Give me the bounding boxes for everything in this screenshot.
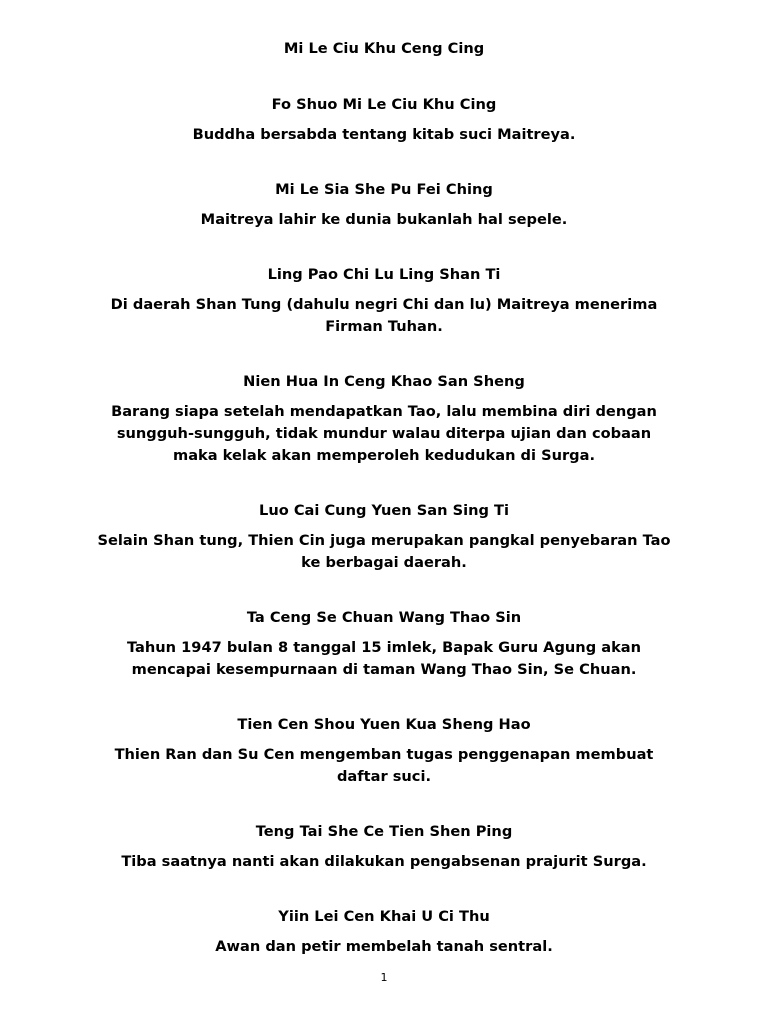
document-title: Mi Le Ciu Khu Ceng Cing <box>283 40 485 57</box>
verse-3-translation: Di daerah Shan Tung (dahulu negri Chi dan lu) Maitreya menerima Firman Tuhan. <box>110 296 658 335</box>
verse-2-mandarin: Mi Le Sia She Pu Fei Ching <box>275 181 493 198</box>
verse-5-mandarin: Luo Cai Cung Yuen San Sing Ti <box>259 502 509 519</box>
verse-9-mandarin: Yiin Lei Cen Khai U Ci Thu <box>278 908 490 925</box>
verse-3-mandarin: Ling Pao Chi Lu Ling Shan Ti <box>267 266 501 283</box>
verse-1-translation: Buddha bersabda tentang kitab suci Maitreya. <box>192 126 576 143</box>
page-number: 1 <box>380 971 388 984</box>
verse-8-translation: Tiba saatnya nanti akan dilakukan pengabsenan prajurit Surga. <box>121 853 647 870</box>
verse-6-translation: Tahun 1947 bulan 8 tanggal 15 imlek, Bapak Guru Agung akan mencapai kesempurnaan di taman Wang Thao Sin, Se Chuan. <box>126 639 642 678</box>
verse-5-translation: Selain Shan tung, Thien Cin juga merupakan pangkal penyebaran Tao ke berbagai daerah. <box>97 532 671 571</box>
verse-1-mandarin: Fo Shuo Mi Le Ciu Khu Cing <box>271 96 497 113</box>
verse-7-mandarin: Tien Cen Shou Yuen Kua Sheng Hao <box>237 716 531 733</box>
verse-6-mandarin: Ta Ceng Se Chuan Wang Thao Sin <box>246 609 522 626</box>
verse-4-translation: Barang siapa setelah mendapatkan Tao, lalu membina diri dengan sungguh-sungguh, tidak mundur walau diterpa ujian dan cobaan maka kelak akan memperoleh kedudukan di Surga. <box>111 403 657 464</box>
verse-2-translation: Maitreya lahir ke dunia bukanlah hal sepele. <box>200 211 568 228</box>
verse-7-translation: Thien Ran dan Su Cen mengemban tugas penggenapan membuat daftar suci. <box>114 746 654 785</box>
verse-4-mandarin: Nien Hua In Ceng Khao San Sheng <box>243 373 525 390</box>
verse-9-translation: Awan dan petir membelah tanah sentral. <box>215 938 553 955</box>
verse-8-mandarin: Teng Tai She Ce Tien Shen Ping <box>255 823 513 840</box>
